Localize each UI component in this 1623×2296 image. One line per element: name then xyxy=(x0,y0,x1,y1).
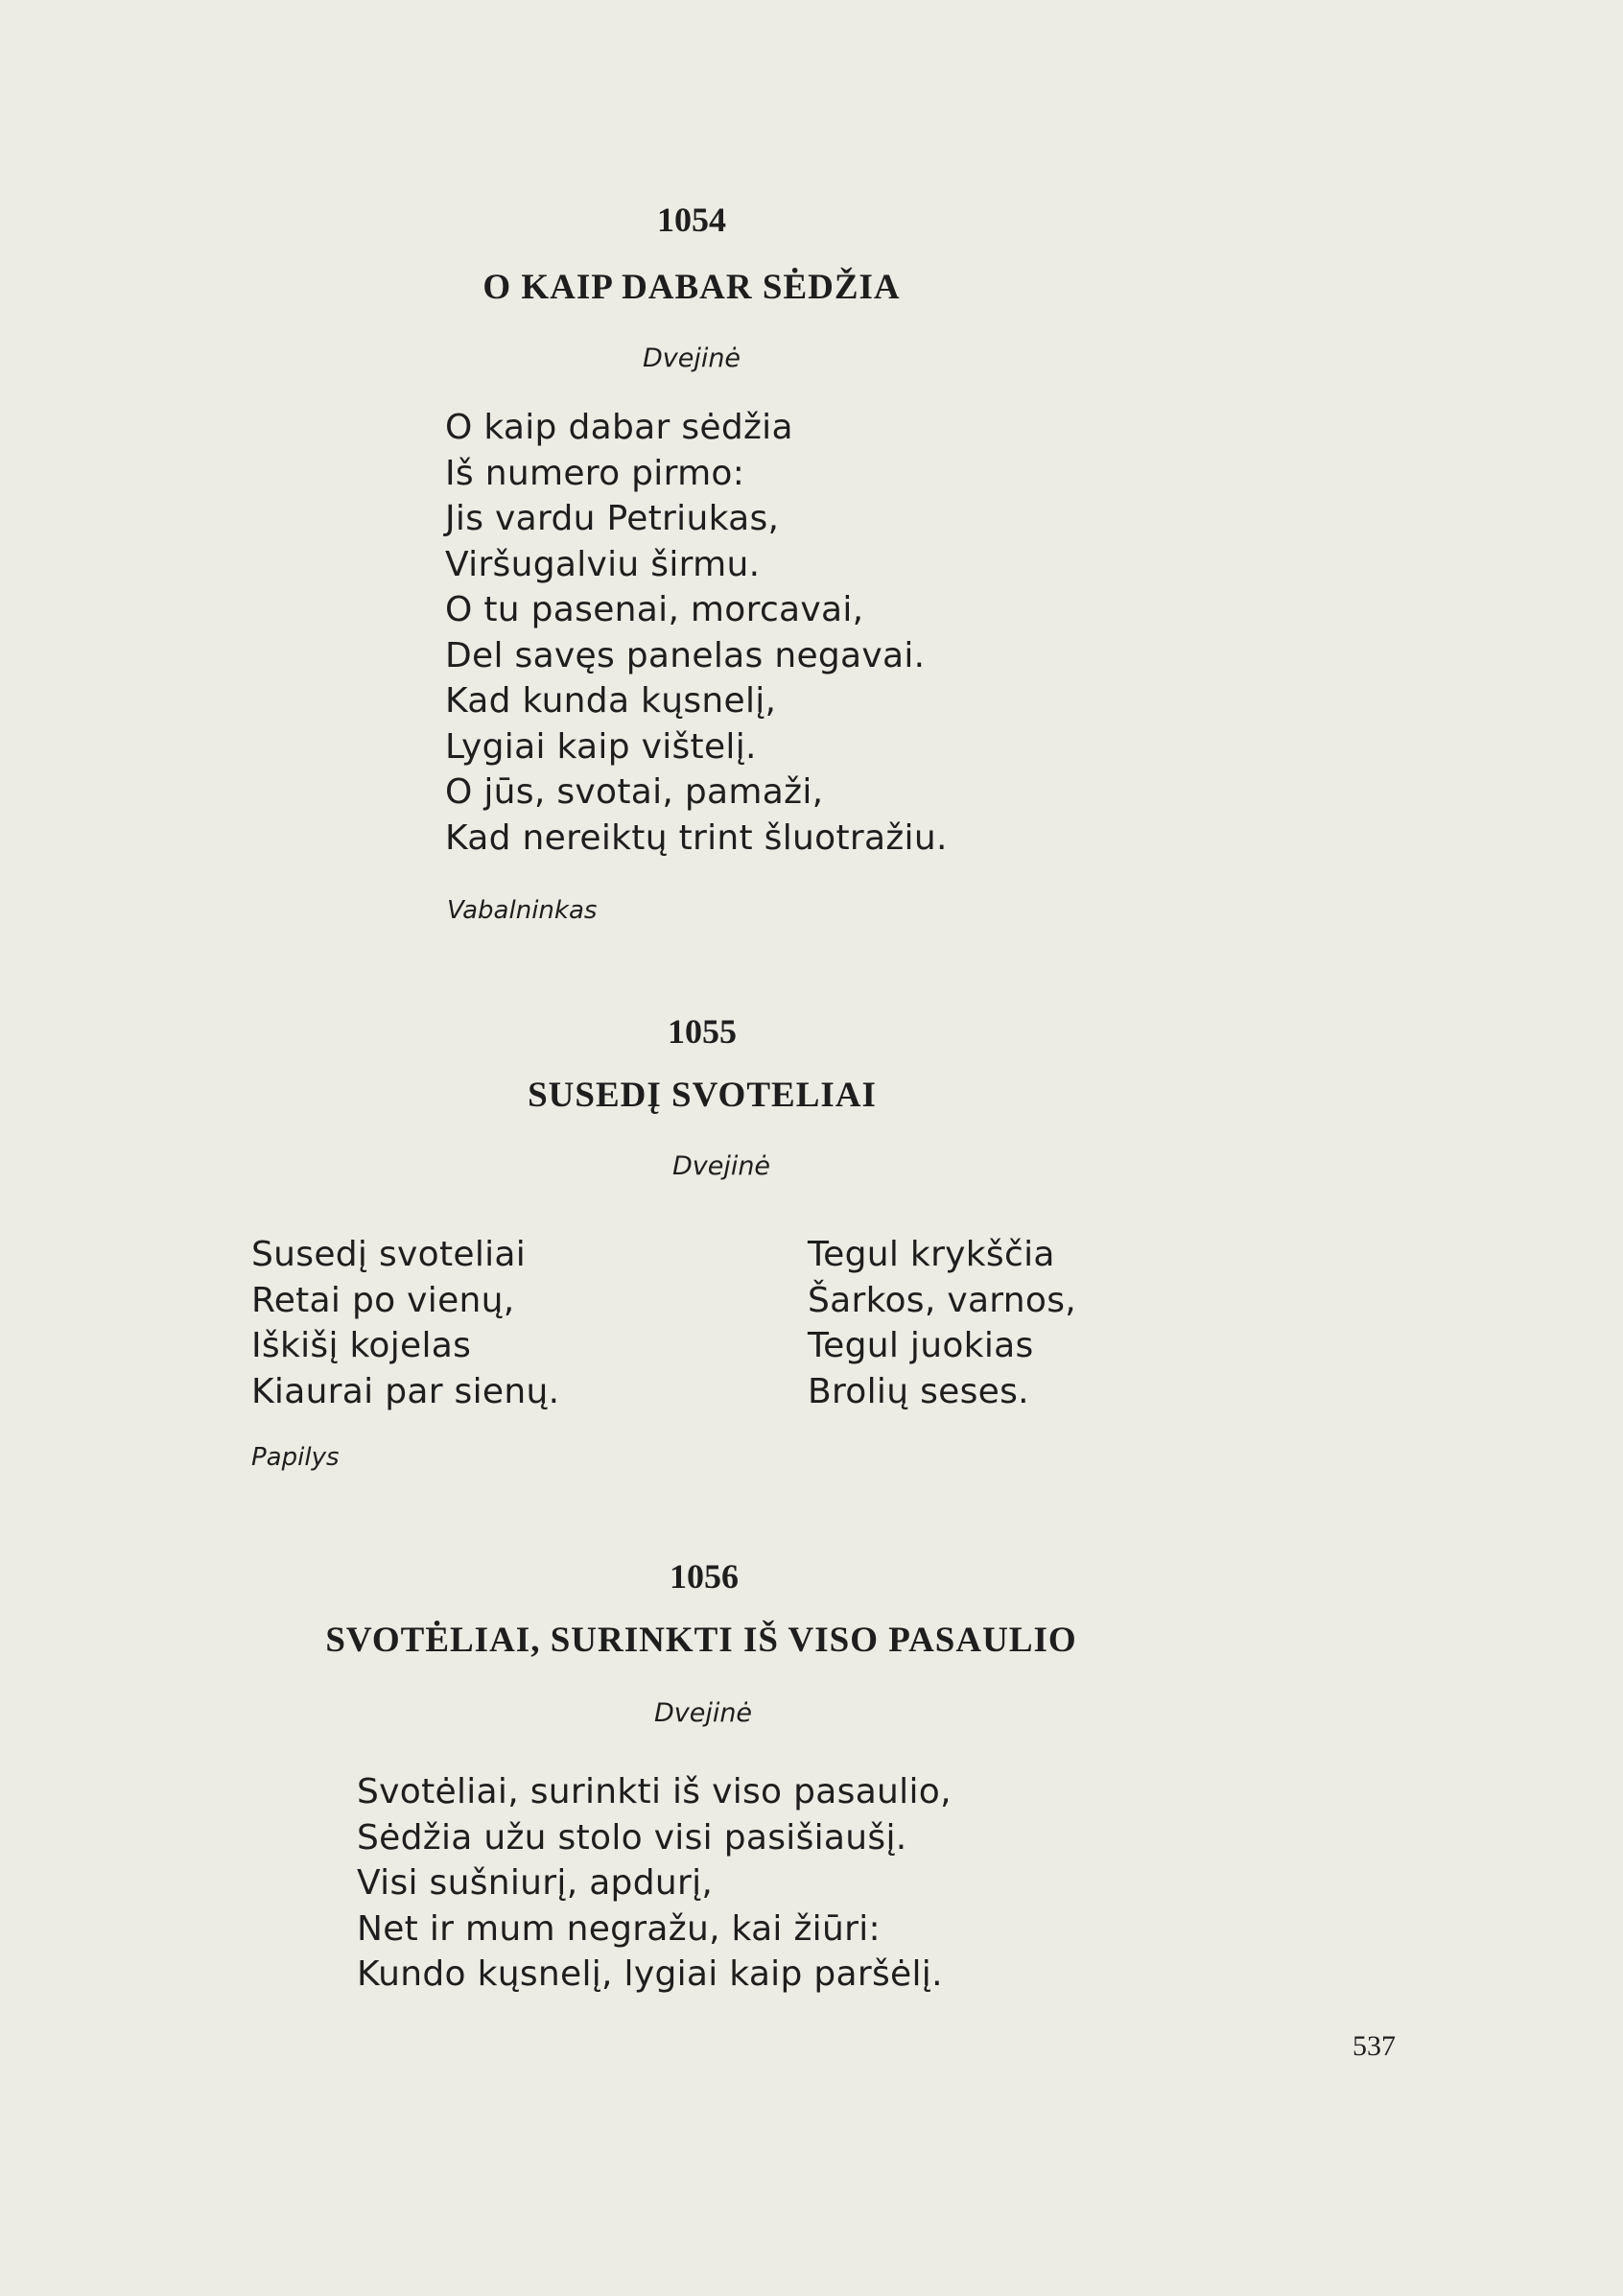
poem-line: Lygiai kaip vištelį. xyxy=(445,726,757,767)
poem-line: Del savęs panelas negavai. xyxy=(445,635,926,675)
poem-line: Iškišį kojelas xyxy=(251,1326,472,1365)
song-place: Vabalninkas xyxy=(447,896,598,925)
song-title: SUSEDĮ SVOTELIAI xyxy=(528,1076,877,1115)
poem-line: Jis vardu Petriukas, xyxy=(445,499,780,538)
song-genre: Dvejinė xyxy=(671,1151,771,1181)
poem-line: O jūs, svotai, pamaži, xyxy=(445,772,824,812)
poem-line: O kaip dabar sėdžia xyxy=(445,408,793,447)
song-text xyxy=(445,405,948,861)
poem-line: Viršugalviu širmu. xyxy=(445,544,761,584)
song-genre: Dvejinė xyxy=(642,343,741,373)
page-number: 537 xyxy=(1352,2030,1396,2062)
poem-line: Tegul juokias xyxy=(808,1326,1034,1365)
poem-line: Tegul krykščia xyxy=(808,1235,1055,1274)
poem-line: Visi sušniurį, apdurį, xyxy=(357,1863,714,1903)
song-number: 1056 xyxy=(670,1557,739,1596)
poem-line: Kad nereiktų trint šluotražiu. xyxy=(445,817,948,858)
song-text-left-column xyxy=(251,1232,559,1414)
song-text xyxy=(357,1769,952,1998)
poem-line: Brolių seses. xyxy=(808,1371,1029,1411)
poem-line: Kad kunda kųsnelį, xyxy=(445,681,777,721)
poem-line: Retai po vienų, xyxy=(251,1280,515,1320)
poem-line: O tu pasenai, morcavai, xyxy=(445,590,864,629)
song-title: SVOTĖLIAI, SURINKTI IŠ VISO PASAULIO xyxy=(325,1621,1077,1660)
song-title: O KAIP DABAR SĖDŽIA xyxy=(482,268,901,307)
poem-line: Sėdžia užu stolo visi pasišiaušį. xyxy=(357,1817,907,1858)
poem-line: Iš numero pirmo: xyxy=(445,453,745,493)
poem-line: Kundo kųsnelį, lygiai kaip paršėlį. xyxy=(357,1954,943,1994)
poem-line: Kiaurai par sienų. xyxy=(251,1371,560,1411)
song-place: Papilys xyxy=(251,1443,340,1472)
song-number: 1054 xyxy=(657,201,726,239)
poem-line: Susedį svoteliai xyxy=(251,1235,527,1274)
poem-line: Svotėliai, surinkti iš viso pasaulio, xyxy=(357,1772,952,1811)
poem-line: Net ir mum negražu, kai žiūri: xyxy=(357,1908,881,1949)
song-number: 1055 xyxy=(668,1012,737,1051)
poem-line: Šarkos, varnos, xyxy=(808,1280,1077,1320)
song-genre: Dvejinė xyxy=(653,1698,753,1728)
song-text-right-column xyxy=(808,1232,1076,1414)
